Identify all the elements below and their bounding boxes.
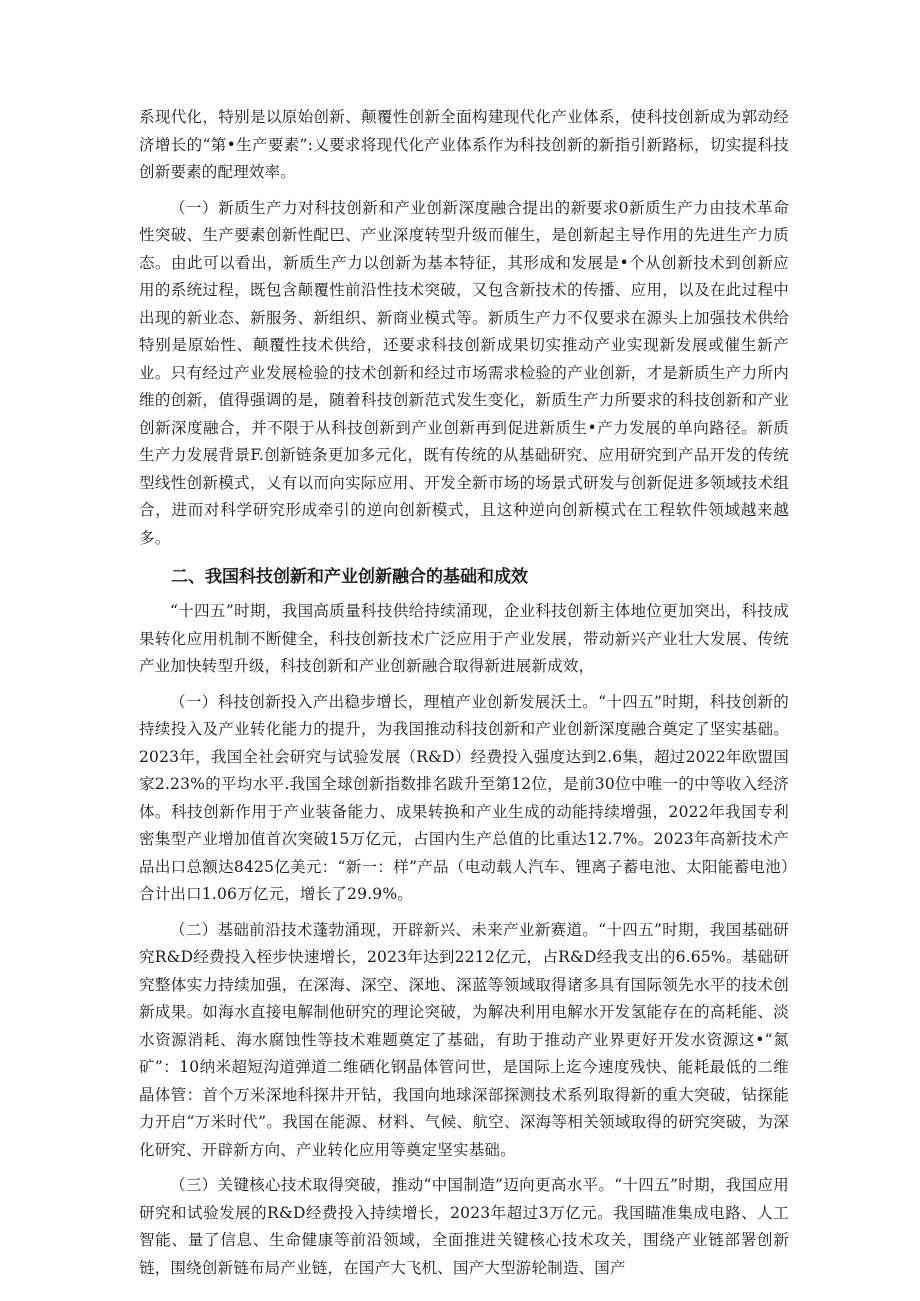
paragraph-investment: （一）科技创新投入产出稳步增长，理植产业创新发展沃土。“十四五”时期，科技创新的持续投入及产业转化能力的提升，为我国推动科技创新和产业创新深度融合奠定了坚实基础。2023年，我国全社会研究与试验发展（R&D）经费投入强度达到2.6集，超过2022年欧盟国家2.23%的平均水平.我国全球创新指数排名跋升至第12位，是前30位中唯一的中等收入经济体。科技创新作用于产业装备能力、成果转换和产业生成的动能持续增强，2022年我国专利密集型产业增加值首次突破15万亿元，占国内生产总值的比重达12.7%。2023年高新技术产品出口总额达8425亿美元：“新一：样”产品（电动载人汽车、锂离子蓄电池、太阳能蓄电池）合计出口1.06万亿元，增长了29.9%。 bbox=[139, 692, 789, 903]
paragraph-intro: “十四五”时期，我国高质量科技供给持续涌现，企业科技创新主体地位更加突出，科技成果转化应用机制不断健全，科技创新技术广泛应用于产业发展，带动新兴产业壮大发展、传统产业加快转型升级，科技创新和产业创新融合取得新进展新成效， bbox=[139, 602, 789, 675]
paragraph-new-productivity: （一）新质生产力对科技创新和产业创新深度融合提出的新要求0新质生产力由技术革命性突破、生产要素创新性配巴、产业深度转型升级而催生，是创新起主导作用的先进生产力质态。由此可以看出，新质生产力以创新为基本特征，其形成和发展是•个从创新技术到创新应用的系统过程，既包含颠覆性前沿性技术突破，又包含新技术的传播、应用，以及在此过程中出现的新业态、新服务、新组织、新商业模式等。新质生产力不仅要求在源头上加强技术供给特别是原始性、颠覆性技术供给，还要求科技创新成果切实推动产业实现新发展或催生新产业。只有经过产业发展检验的技术创新和经过市场需求检验的产业创新，才是新质生产力所内维的创新，值得强调的是，随着科技创新范式发生变化，新质生产力所要求的科技创新和产业创新深度融合，并不限于从科技创新到产业创新再到促进新质生•产力发展的单向路径。新质生产力发展背景F.创新链条更加多元化，既有传统的从基础研究、应用研究到产品开发的传统型线性创新模式，乂有以而向实际应用、开发全新市场的场景式研发与创新促进多领域技术组合，进而对科学研究形成牵引的逆向创新模式，且这种逆向创新模式在工程软件领域越来越多。 bbox=[139, 198, 789, 547]
document-body bbox=[139, 104, 789, 1290]
paragraph-continuation: 系现代化，特别是以原始创新、颠覆性创新全面构建现代化产业体系，使科技创新成为郭动经济增长的“第•生产要素”:乂要求将现代化产业体系作为科技创新的新指引新路标，切实提科技创新要素的配理效率。 bbox=[139, 108, 789, 181]
paragraph-basic-research: （二）基础前沿技术蓬勃涌现，开辟新兴、未来产业新赛道。“十四五”时期，我国基础研究R&D经费投入桎步快速增长，2023年达到2212亿元，占R&D经我支出的6.65%。基础研究整体实力持续加强，在深海、深空、深地、深蓝等领域取得诸多具有国际领先水平的技术创新成果。如海水直接电解制他研究的理论突破，为解决利用电解水开发氢能存在的高耗能、淡水资源消耗、海水腐蚀性等技术难题奠定了基础，有助于推动产业界更好开发水资源这•“氮矿”：10纳米超短沟道弹道二维硒化钢晶体管问世，是国际上迄今速度残快、能耗最低的二维晶体管：首个万米深地科探井开钻，我国向地球深部探测技术系列取得新的重大突破，钻探能力开启“万米时代”。我国在能源、材料、气候、航空、深海等相关领域取得的研究突破，为深化研究、开辟新方向、产业转化应用等奠定坚实基础。 bbox=[139, 920, 789, 1159]
paragraph-core-technology: （三）关键核心技术取得突破，推动“中国制造”迈向更高水平。“十四五”时期，我国应用研究和试验发展的R&D经费投入持续增长，2023年超过3万亿元。我国瞄准集成电路、人工智能、量了信息、生命健康等前沿领域，全面推进关键核心技术攻关，围绕产业链部署创新链，围绕创新链布局产业链，在国产大飞机、国产大型游轮制造、国产 bbox=[139, 1176, 789, 1277]
section-heading: 二、我国科技创新和产业创新融合的基础和成效 bbox=[171, 567, 528, 587]
